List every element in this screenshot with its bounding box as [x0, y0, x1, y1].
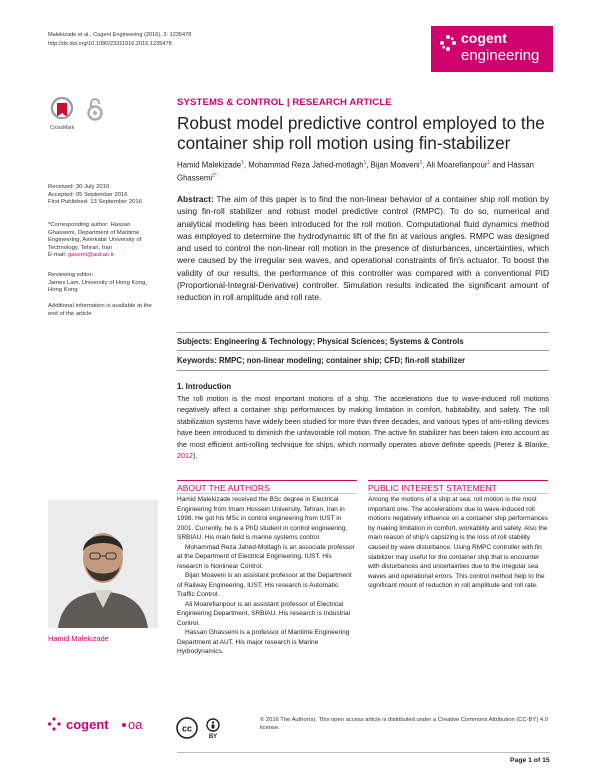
running-header: [48, 31, 191, 49]
crossmark-icon[interactable]: [48, 96, 76, 134]
corresponding-author: [48, 222, 158, 260]
section-label: SYSTEMS & CONTROL | RESEARCH ARTICLE: [177, 97, 392, 108]
author-name[interactable]: Bijan Moaveni: [370, 160, 420, 170]
license-text: © 2016 The Author(s). This open access article is distributed under a Creative Commons Attribution (CC-BY) 4.0 license.: [260, 717, 548, 731]
author-affiliation: 1: [419, 160, 423, 166]
accepted-date: Accepted: 05 September 2016: [48, 191, 128, 198]
bio-paragraph: Mohammad Reza Jahed-Motlagh is an associate professor at the Department of Electrical Engineering, IUST. His research is Nonlinear Control.: [177, 543, 355, 570]
published-date: First Published: 13 September 2016: [48, 199, 142, 206]
page-number: Page 1 of 15: [510, 757, 550, 764]
abstract-label: Abstract:: [177, 194, 214, 204]
cc-label: cc: [181, 723, 193, 734]
author-name[interactable]: Hassan Ghassemi: [177, 160, 535, 183]
abstract-text: The aim of this paper is to find the non-linear behavior of a container ship roll motion by using fin-roll stabilizer and robust model predictive control (RMPC). To do so, numerical and analytical modeling has been introduced for the roll motion. Computational fluid dynamics method was employed to determine the hydrodynamic lift of the fin at various angles. RMPC was designed and used to control the non-linear roll motion in the presence of disturbances, uncertainties, which were caused by the irregular sea waves, and operational constraints of fin's actuator. To boost the validity of our results, the performance of this controller was compared with a conventional PID (Proportional-Integral-Derivative) controller. Simulation results indicated the significant amount of reduction in roll amplitude and roll rate.: [177, 194, 549, 303]
history-dates: [48, 184, 158, 207]
logo-brand: cogent: [461, 30, 507, 46]
introduction-body: The roll motion is the most important motions of a ship. The accelerations due to wave-induced roll motions negatively affect a container ship performances by making limitation in comfort, habitability, and safety. The roll stabilization systems have widely been studied for more than three decades, and various types of anti-rolling devices have been introduced to diminish the unfavorable roll motion. The active fin stabilizer has been taken into account as the most efficient anti-rolling technique for ships, which normally operates above definite speeds (Perez & Blanke,: [177, 394, 549, 449]
abstract: [177, 193, 549, 304]
by-label: BY: [208, 734, 218, 739]
introduction-text: [177, 393, 549, 461]
author-photo: [48, 500, 158, 628]
divider: [177, 370, 549, 371]
divider: [368, 480, 548, 481]
open-access-icon: [86, 96, 104, 122]
email-label: E-mail:: [48, 252, 68, 259]
corresponding-text: *Corresponding author: Hassan Ghassemi, Department of Maritime Engineering, Amirkabir University of Technology, Tehran, Iran: [48, 222, 142, 251]
divider: [177, 350, 549, 351]
journal-logo: [431, 26, 553, 72]
public-interest-text: Among the motions of a ship at sea, roll motion is the most important one. The accelerations due to wave-induced roll motions negatively influence on a container ship performances by making limitation in comfort, workability and safety. Also the main reason of ship's capsizing is the loss of roll stability caused by wave disturbance. Using RMPC controller with fin stabilizer may useful for the container ship that is encounter with disturbances and uncertainties due to the irregular sea waves and operational errors. This control method help to the significant mount of reduction in roll amplitude and roll rate.: [368, 496, 548, 590]
introduction-heading: 1. Introduction: [177, 382, 232, 391]
divider: [368, 493, 548, 494]
article-title: Robust model predictive control employed to the container ship roll motion using fin-stabilizer: [177, 113, 545, 153]
divider: [177, 332, 549, 333]
author-separator: ,: [243, 160, 249, 170]
divider: [177, 493, 357, 494]
introduction-end: ).: [193, 451, 198, 461]
author-name[interactable]: Mohammad Reza Jahed-motlagh: [248, 160, 364, 170]
reviewing-editor-label: Reviewing editor:: [48, 272, 94, 278]
author-biographies: [177, 495, 357, 657]
logo-subject: engineering: [461, 47, 540, 64]
additional-info: Additional information is available at the end of the article: [48, 303, 152, 317]
subjects: Subjects: Engineering & Technology; Physical Sciences; Systems & Controls: [177, 337, 464, 346]
bio-paragraph: Hamid Malekizade received the BSc degree in Electrical Engineering from Imam Hossein University, Tehran, Iran in 1998. He got his MSc in control engineering from IUST in 2001. Currently, he is a PhD student in control engineering, SRBIAU. His main field is marine systems control.: [177, 496, 348, 541]
author-affiliation: 1: [363, 160, 367, 166]
author-affiliation: 1: [241, 160, 244, 166]
author-affiliation: 2*: [212, 172, 217, 179]
public-interest-heading: PUBLIC INTEREST STATEMENT: [368, 483, 497, 493]
cogent-dots-icon: [439, 34, 457, 52]
footer-divider: [177, 752, 550, 753]
bio-paragraph: Bijan Moaveni is an assistant professor at the Department of Railway Engineering, IUST. His research is Automatic Traffic Control.: [177, 572, 352, 598]
author-list: [177, 158, 547, 183]
author-affiliation: 1: [487, 160, 491, 166]
svg-text:CrossMark: CrossMark: [49, 125, 75, 131]
citation-link[interactable]: 2012: [177, 451, 193, 461]
email-link[interactable]: gasemi@aut.ac.ir: [67, 252, 114, 259]
footer-logo-brand: cogent: [66, 717, 109, 732]
author-portrait-image: [48, 500, 158, 628]
editor-name: James Lam, University of Hong Kong, Hong Kong: [48, 279, 147, 294]
doi-link[interactable]: http://dx.doi.org/10.1080/23311916.2016.1235478: [48, 41, 172, 47]
author-separator: ,: [422, 160, 427, 170]
photo-caption: Hamid Malekizade: [48, 634, 109, 643]
bio-paragraph: Hassan Ghassemi is a professor of Maritime Engineering Department at AUT. His major research is Marine Hydrodynamics.: [177, 629, 350, 655]
author-name[interactable]: Hamid Malekizade: [177, 160, 242, 170]
author-separator: ,: [366, 160, 371, 170]
about-authors-heading: ABOUT THE AUTHORS: [177, 483, 270, 493]
citation-line: Malekizade et al., Cogent Engineering (2016), 3: 1235478: [48, 32, 192, 38]
divider: [177, 480, 357, 481]
author-separator: and: [490, 160, 508, 170]
author-name[interactable]: Ali Moarefianpour: [426, 160, 488, 170]
reviewing-editor: [48, 272, 158, 295]
bio-paragraph: Ali Moarefianpour is an assistant professor of Electrical Engineering Department, SRBIAU. His research is Industrial Control.: [177, 600, 351, 627]
cogent-oa-icon: [48, 716, 168, 734]
keywords: Keywords: RMPC; non-linear modeling; container ship; CFD; fin-roll stabilizer: [177, 356, 466, 365]
footer-logo-suffix: oa: [128, 717, 143, 732]
received-date: Received: 30 July 2016: [48, 184, 110, 190]
cc-by-license-icon[interactable]: [176, 717, 236, 739]
cogent-oa-logo: [48, 716, 168, 734]
